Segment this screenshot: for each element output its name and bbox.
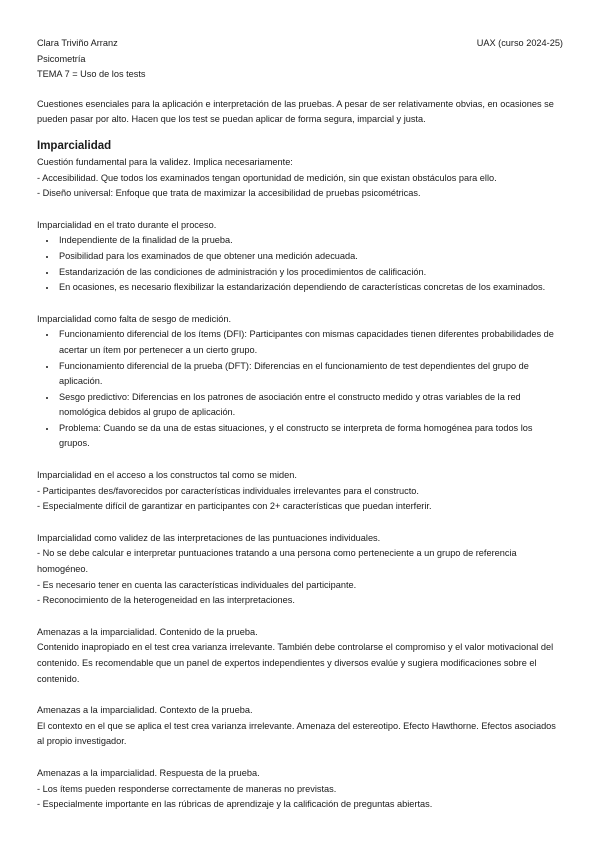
list-item: • Funcionamiento diferencial de los ítems (DFI): Participantes con mismas capacidades tienen diferentes probabilidades de acertar un ítem por pertenecer a un cierto grupo.: [57, 327, 563, 358]
course-label: UAX (curso 2024-25): [476, 38, 563, 48]
s5-line: - No se debe calcular e interpretar puntuaciones tratando a una persona como perteneciente a un grupo de referencia homogéneo.: [37, 548, 517, 575]
list-item: • Sesgo predictivo: Diferencias en los patrones de asociación entre el constructo medido y otras variables de la red nomológica debidos al grupo de aplicación.: [57, 390, 563, 421]
list-item: • En ocasiones, es necesario flexibilizar la estandarización dependiendo de características concretas de los examinados.: [57, 280, 563, 296]
s8-line: - Los ítems pueden responderse correctamente de maneras no previstas.: [37, 783, 337, 794]
list-item: • Posibilidad para los examinados de que obtener una medición adecuada.: [57, 249, 563, 265]
header-row: [37, 36, 563, 52]
s5-line: - Reconocimiento de la heterogeneidad en las interpretaciones.: [37, 595, 295, 606]
s7-lead: Amenazas a la imparcialidad. Contexto de la prueba.: [37, 705, 253, 716]
topic-label: TEMA 7 = Uso de los tests: [37, 69, 146, 80]
s5-line: - Es necesario tener en cuenta las características individuales del participante.: [37, 579, 357, 590]
s3-lead: Imparcialidad como falta de sesgo de medición.: [37, 313, 232, 324]
list-item: • Estandarización de las condiciones de administración y los procedimientos de calificación.: [57, 265, 563, 281]
list-item: • Funcionamiento diferencial de la prueba (DFT): Diferencias en el funcionamiento de test dependientes del grupo de aplicación.: [57, 359, 563, 390]
section-title: Imparcialidad: [37, 139, 112, 152]
s6-lead: Amenazas a la imparcialidad. Contenido de la prueba.: [37, 626, 258, 637]
s1-line: - Accesibilidad. Que todos los examinados tengan oportunidad de medición, sin que existan obstáculos para ello.: [37, 172, 497, 183]
s2-list: [37, 233, 563, 295]
s3-list: [37, 327, 563, 452]
s4-line: - Especialmente difícil de garantizar en participantes con 2+ características que puedan interferir.: [37, 501, 432, 512]
s4-line: - Participantes des/favorecidos por características individuales irrelevantes para el constructo.: [37, 485, 419, 496]
s8-lead: Amenazas a la imparcialidad. Respuesta de la prueba.: [37, 767, 260, 778]
subject-label: Psicometría: [37, 53, 86, 64]
s2-lead: Imparcialidad en el trato durante el proceso.: [37, 219, 217, 230]
s1-lead: Cuestión fundamental para la validez. Implica necesariamente:: [37, 156, 293, 167]
s8-line: - Especialmente importante en las rúbricas de aprendizaje y la calificación de preguntas abiertas.: [37, 799, 433, 810]
s6-body: Contenido inapropiado en el test crea varianza irrelevante. También debe controlarse el compromiso y el valor motivacional del contenido. Es recomendable que un panel de expertos independientes y diversos evalúe y sugiera modificaciones sobre el contenido.: [37, 642, 554, 684]
s4-lead: Imparcialidad en el acceso a los constructos tal como se miden.: [37, 470, 297, 481]
s7-body: El contexto en el que se aplica el test crea varianza irrelevante. Amenaza del estereotipo. Efecto Hawthorne. Efectos asociados al propio investigador.: [37, 720, 556, 747]
s5-lead: Imparcialidad como validez de las interpretaciones de las puntuaciones individuales.: [37, 532, 381, 543]
list-item: • Problema: Cuando se da una de estas situaciones, y el constructo se interpreta de forma homogénea para todos los grupos.: [57, 421, 563, 452]
author-name: Clara Triviño Arranz: [37, 38, 118, 48]
intro-paragraph: Cuestiones esenciales para la aplicación e interpretación de las pruebas. A pesar de ser relativamente obvias, en ocasiones se pueden pasar por alto. Hacen que los test se puedan aplicar de forma segura, imparcial y justa.: [37, 98, 554, 125]
list-item: • Independiente de la finalidad de la prueba.: [57, 233, 563, 249]
s1-line: - Diseño universal: Enfoque que trata de maximizar la accesibilidad de pruebas psicométricas.: [37, 188, 421, 199]
